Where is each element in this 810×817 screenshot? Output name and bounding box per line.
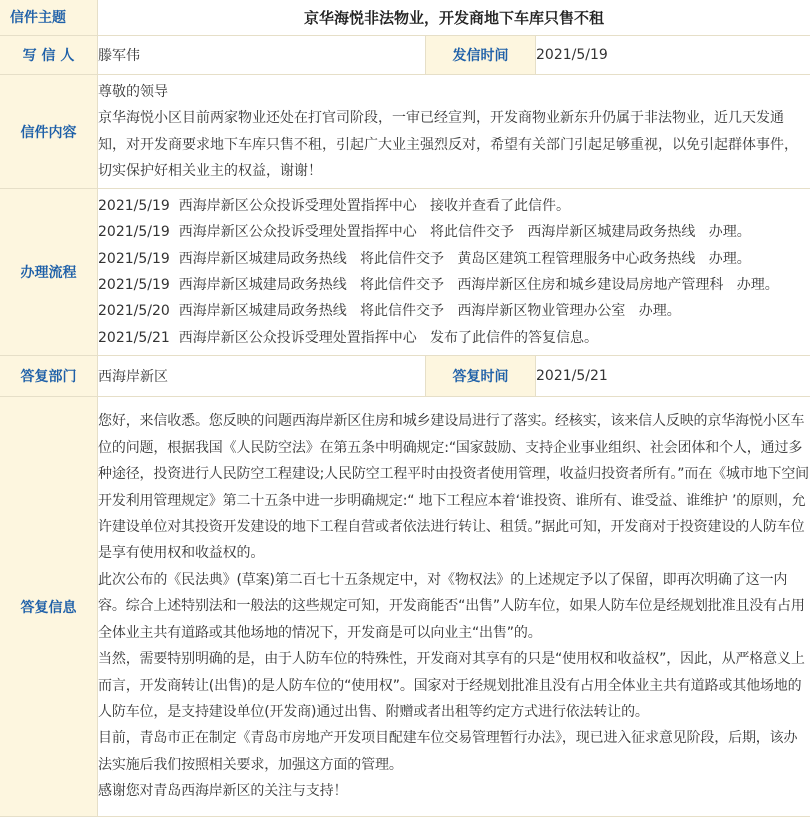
process-text: 西海岸新区公众投诉受理处置指挥中心 发布了此信件的答复信息。 — [179, 330, 598, 346]
sender-label: 写 信 人 — [0, 36, 98, 75]
process-list — [98, 189, 810, 356]
process-date: 2021/5/19 — [98, 251, 170, 267]
process-text: 西海岸新区公众投诉受理处置指挥中心 接收并查看了此信件。 — [179, 198, 570, 214]
process-item — [98, 298, 810, 324]
process-text: 西海岸新区城建局政务热线 将此信件交予 黄岛区建筑工程管理服务中心政务热线 办理。 — [179, 251, 751, 267]
reply-paragraph: 目前，青岛市正在制定《青岛市房地产开发项目配建车位交易管理暂行办法》，现已进入征求意见阶段，后期，该办法实施后我们按照相关要求，加强这方面的管理。 — [98, 725, 810, 778]
process-date: 2021/5/21 — [98, 330, 170, 346]
letter-subject: 京华海悦非法物业，开发商地下车库只售不租 — [98, 0, 810, 36]
reply-dept: 西海岸新区 — [98, 356, 426, 397]
send-time: 2021/5/19 — [536, 36, 810, 75]
process-item — [98, 272, 810, 298]
content-label: 信件内容 — [0, 75, 98, 189]
process-item — [98, 193, 810, 219]
process-row — [0, 189, 810, 356]
process-text: 西海岸新区公众投诉受理处置指挥中心 将此信件交予 西海岸新区城建局政务热线 办理。 — [179, 224, 751, 240]
reply-paragraph: 您好，来信收悉。您反映的问题西海岸新区住房和城乡建设局进行了落实。经核实，该来信人反映的京华海悦小区车位的问题，根据我国《人民防空法》在第五条中明确规定:“国家鼓励、支持企业事业组织、社会团体和个人，通过多种途径，投资进行人民防空工程建设;人民防空工程平时由投资者使用管理，收益归投资者所有。”而在《城市地下空间开发利用管理规定》第二十五条中进一步明确规定:“ 地下工程应本着‘谁投资、谁所有、谁受益、谁维护 ’的原则，允许建设单位对其投资开发建设的地下工程自营或者依法进行转让、租赁。”据此可知，开发商对于投资建设的人防车位是享有使用权和收益权的。 — [98, 408, 810, 566]
process-date: 2021/5/19 — [98, 224, 170, 240]
send-time-label: 发信时间 — [426, 36, 536, 75]
reply-paragraph: 此次公布的《民法典》(草案)第二百七十五条规定中，对《物权法》的上述规定予以了保留，即再次明确了这一内容。综合上述特别法和一般法的这些规定可知，开发商能否“出售”人防车位，如果人防车位是经规划批准且没有占用全体业主共有道路或其他场地的情况下，开发商是可以向业主“出售”的。 — [98, 567, 810, 646]
process-text: 西海岸新区城建局政务热线 将此信件交予 西海岸新区住房和城乡建设局房地产管理科 办理。 — [179, 277, 779, 293]
reply-paragraph: 当然，需要特别明确的是，由于人防车位的特殊性，开发商对其享有的只是“使用权和收益权”，因此，从严格意义上而言，开发商转让(出售)的是人防车位的“使用权”。国家对于经规划批准且没有占用全体业主共有道路或其他场地的人防车位，是支持建设单位(开发商)通过出售、附赠或者出租等约定方式进行依法转让的。 — [98, 646, 810, 725]
process-text: 西海岸新区城建局政务热线 将此信件交予 西海岸新区物业管理办公室 办理。 — [179, 303, 681, 319]
process-item — [98, 219, 810, 245]
reply-label: 答复信息 — [0, 397, 98, 817]
reply-row — [0, 397, 810, 817]
content-paragraph: 京华海悦小区目前两家物业还处在打官司阶段，一审已经宣判，开发商物业新东升仍属于非法物业，近几天发通知，对开发商要求地下车库只售不租，引起广大业主强烈反对，希望有关部门引起足够重视，以免引起群体事件，切实保护好相关业主的权益，谢谢！ — [98, 105, 810, 185]
reply-paragraph: 感谢您对青岛西海岸新区的关注与支持！ — [98, 778, 810, 804]
process-date: 2021/5/20 — [98, 303, 170, 319]
letter-content — [98, 75, 810, 189]
process-date: 2021/5/19 — [98, 198, 170, 214]
process-item — [98, 325, 810, 351]
subject-row — [0, 0, 810, 36]
reply-time-label: 答复时间 — [426, 356, 536, 397]
sender-row — [0, 36, 810, 75]
reply-content — [98, 397, 810, 817]
process-date: 2021/5/19 — [98, 277, 170, 293]
content-paragraph: 尊敬的领导 — [98, 79, 810, 106]
content-row — [0, 75, 810, 189]
subject-label: 信件主题 — [0, 0, 98, 36]
reply-dept-row — [0, 356, 810, 397]
reply-time: 2021/5/21 — [536, 356, 810, 397]
reply-dept-label: 答复部门 — [0, 356, 98, 397]
process-label: 办理流程 — [0, 189, 98, 356]
sender-name: 滕军伟 — [98, 36, 426, 75]
process-item — [98, 246, 810, 272]
